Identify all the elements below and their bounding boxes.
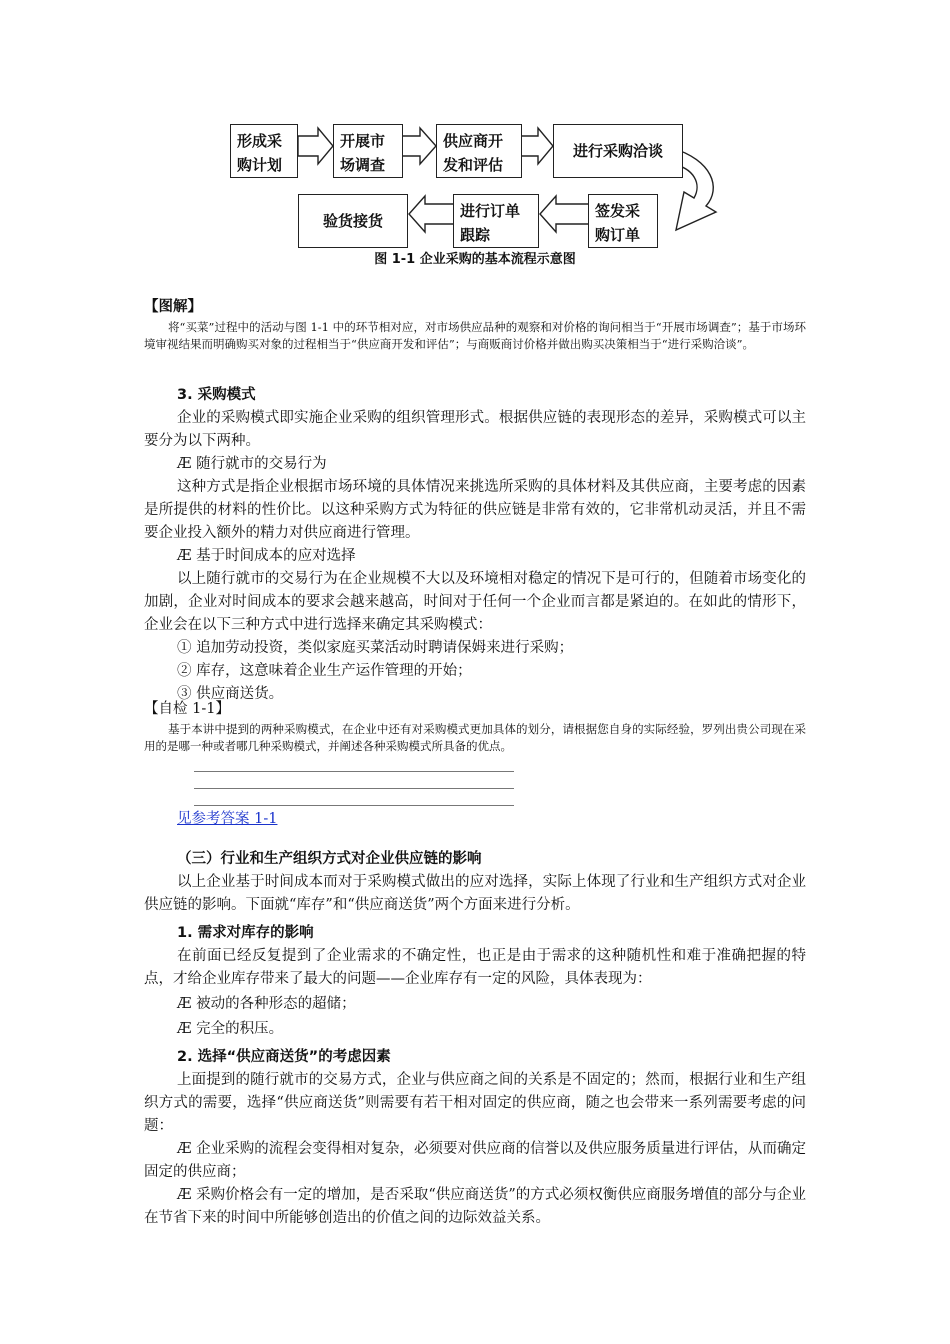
flow-step-4: 进行采购洽谈 xyxy=(553,124,683,178)
part3-heading: （三）行业和生产组织方式对企业供应链的影响 xyxy=(177,851,482,867)
mode2-title: Æ 基于时间成本的应对选择 xyxy=(177,548,356,564)
selfcheck-heading: 【自检 1-1】 xyxy=(144,701,230,717)
answer-line xyxy=(194,805,514,806)
arrow-left-icon xyxy=(540,196,590,232)
flow-step-1: 形成采购计划 xyxy=(230,124,298,178)
section-purchase-modes xyxy=(144,384,806,706)
flow-step-6: 进行订单跟踪 xyxy=(453,194,539,248)
sub2-item: Æ 企业采购的流程会变得相对复杂，必须要对供应商的信誉以及供应服务质量进行评估，从而确定固定的供应商； xyxy=(144,1141,806,1180)
arrow-right-icon xyxy=(298,128,333,164)
mode2-text: 以上随行就市的交易行为在企业规模不大以及环境相对稳定的情况下是可行的，但随着市场变化的加剧，企业对时间成本的要求会越来越高，时间对于任何一个企业而言都是紧迫的。在如此的情形下，企业会在以下三种方式中进行选择来确定其采购模式： xyxy=(144,571,806,633)
sub1-text: 在前面已经反复提到了企业需求的不确定性，也正是由于需求的这种随机性和难于准确把握的特点，才给企业库存带来了最大的问题——企业库存有一定的风险，具体表现为： xyxy=(144,948,806,987)
option-item: ③ 供应商送货。 xyxy=(177,686,284,702)
sub1-heading: 1. 需求对库存的影响 xyxy=(177,925,314,941)
sub2-section xyxy=(144,1046,806,1230)
selfcheck-section xyxy=(144,698,806,831)
sub1-item: Æ 完全的积压。 xyxy=(177,1021,284,1037)
flow-step-3: 供应商开发和评估 xyxy=(436,124,522,178)
section-heading: 3. 采购模式 xyxy=(177,387,256,403)
arrow-right-icon xyxy=(520,128,553,164)
sub1-section xyxy=(144,922,806,1041)
tujie-text: 将“买菜”过程中的活动与图 1-1 中的环节相对应，对市场供应品种的观察和对价格的询问相当于“开展市场调查”；基于市场环境审视结果而明确购买对象的过程相当于“供应商开发和评估”；与商贩商讨价格并做出购买决策相当于“进行采购洽谈”。 xyxy=(144,320,806,351)
tujie-section xyxy=(144,296,806,353)
sub1-item: Æ 被动的各种形态的超储； xyxy=(177,996,356,1012)
flow-step-7: 验货接货 xyxy=(298,194,408,248)
option-item: ② 库存，这意味着企业生产运作管理的开始； xyxy=(177,663,472,679)
option-item: ① 追加劳动投资，类似家庭买菜活动时聘请保姆来进行采购； xyxy=(177,640,574,656)
part3-section xyxy=(144,848,806,917)
sub2-text: 上面提到的随行就市的交易方式，企业与供应商之间的关系是不固定的；然而，根据行业和生产组织方式的需要，选择“供应商送货”则需要有若干相对固定的供应商，随之也会带来一系列需要考虑的问题： xyxy=(144,1072,806,1134)
figure-caption: 图 1-1 企业采购的基本流程示意图 xyxy=(374,252,576,267)
arrow-right-icon xyxy=(400,128,436,164)
flow-step-2: 开展市场调查 xyxy=(333,124,403,178)
tujie-heading: 【图解】 xyxy=(144,299,202,315)
selfcheck-text: 基于本讲中提到的两种采购模式，在企业中还有对采购模式更加具体的划分，请根据您自身的实际经验，罗列出贵公司现在采用的是哪一种或者哪几种采购模式，并阐述各种采购模式所具备的优点。 xyxy=(144,722,806,753)
sub2-item: Æ 采购价格会有一定的增加，是否采取“供应商送货”的方式必须权衡供应商服务增值的部分与企业在节省下来的时间中所能够创造出的价值之间的边际效益关系。 xyxy=(144,1187,806,1226)
procurement-flowchart xyxy=(0,0,950,290)
sub2-heading: 2. 选择“供应商送货”的考虑因素 xyxy=(177,1049,391,1065)
arrow-left-icon xyxy=(409,196,455,232)
mode1-text: 这种方式是指企业根据市场环境的具体情况来挑选所采购的具体材料及其供应商，主要考虑的因素是所提供的材料的性价比。以这种采购方式为特征的供应链是非常有效的，它非常机动灵活，并且不需要企业投入额外的精力对供应商进行管理。 xyxy=(144,479,806,541)
answer-link[interactable]: 见参考答案 1-1 xyxy=(177,811,278,827)
section-intro: 企业的采购模式即实施企业采购的组织管理形式。根据供应链的表现形态的差异，采购模式可以主要分为以下两种。 xyxy=(144,410,806,449)
part3-intro: 以上企业基于时间成本而对于采购模式做出的应对选择，实际上体现了行业和生产组织方式对企业供应链的影响。下面就“库存”和“供应商送货”两个方面来进行分析。 xyxy=(144,874,806,913)
mode1-title: Æ 随行就市的交易行为 xyxy=(177,456,327,472)
flow-step-5: 签发采购订单 xyxy=(588,194,658,248)
